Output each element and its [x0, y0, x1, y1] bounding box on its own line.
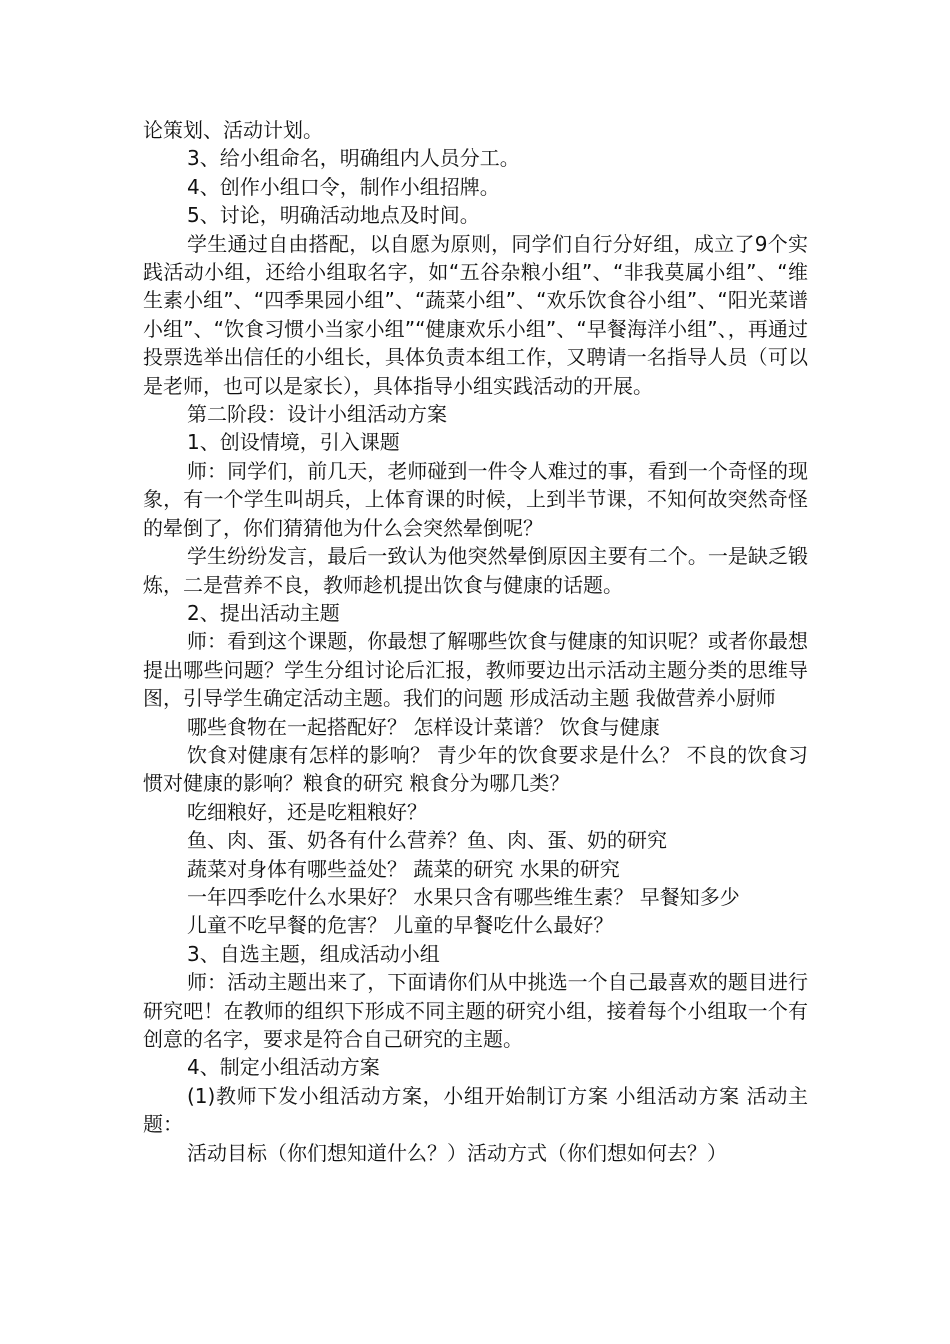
topic-line: 饮食对健康有怎样的影响？ 青少年的饮食要求是什么？ 不良的饮食习惯对健康的影响？粮食的研究 粮食分为哪几类？ — [143, 742, 808, 796]
list-item-step-4: 4、创作小组口令，制作小组招牌。 — [187, 174, 500, 199]
paragraph-plan-handout: (1)教师下发小组活动方案，小组开始制订方案 小组活动方案 活动主题： — [143, 1083, 808, 1137]
subheading-step-1: 1、创设情境，引入课题 — [187, 430, 400, 455]
document-body — [143, 116, 808, 1167]
paragraph-teacher-instruction: 师：活动主题出来了，下面请你们从中挑选一个自己最喜欢的题目进行研究吧！在教师的组织下形成不同主题的研究小组，接着每个小组取一个有创意的名字，要求是符合自己研究的主题。 — [143, 970, 808, 1051]
paragraph-continuation: 论策划、活动计划。 — [143, 118, 323, 142]
subheading-step-2: 2、提出活动主题 — [187, 600, 340, 625]
paragraph-teacher-question: 师：看到这个课题，你最想了解哪些饮食与健康的知识呢？或者你最想提出哪些问题？学生分组讨论后汇报，教师要边出示活动主题分类的思维导图，引导学生确定活动主题。我们的问题 形成活动主题 我做营养小厨师 — [143, 629, 808, 711]
list-item-step-5: 5、讨论，明确活动地点及时间。 — [187, 203, 480, 228]
topic-line: 一年四季吃什么水果好？ 水果只含有哪些维生素？ 早餐知多少 — [187, 884, 740, 909]
topic-line: 儿童不吃早餐的危害？ 儿童的早餐吃什么最好？ — [187, 913, 614, 938]
subheading-step-3: 3、自选主题，组成活动小组 — [187, 941, 440, 966]
topic-line: 蔬菜对身体有哪些益处？ 蔬菜的研究 水果的研究 — [187, 856, 620, 881]
paragraph-group-formation: 学生通过自由搭配，以自愿为原则，同学们自行分好组，成立了9个实践活动小组，还给小组取名字，如“五谷杂粮小组”、“非我莫属小组”、“维生素小组”、“四季果园小组”、“蔬菜小组”、“欢乐饮食谷小组”、“阳光菜谱小组”、“饮食习惯小当家小组”“健康欢乐小组”、“早餐海洋小组”、，再通过投票选举出信任的小组长，具体负责本组工作，又聘请一名指导人员（可以是老师，也可以是家长），具体指导小组实践活动的开展。 — [143, 231, 808, 398]
section-heading-stage-two: 第二阶段：设计小组活动方案 — [187, 402, 447, 427]
topic-line: 吃细粮好，还是吃粗粮好？ — [187, 799, 427, 824]
topic-line: 鱼、肉、蛋、奶各有什么营养？鱼、肉、蛋、奶的研究 — [187, 828, 667, 853]
paragraph-teacher-story: 师：同学们，前几天，老师碰到一件令人难过的事，看到一个奇怪的现象，有一个学生叫胡兵，上体育课的时候，上到半节课，不知何故突然奇怪的晕倒了，你们猜猜他为什么会突然晕倒呢？ — [143, 458, 808, 540]
topic-line: 哪些食物在一起搭配好？ 怎样设计菜谱？ 饮食与健康 — [187, 714, 660, 739]
paragraph-plan-fields: 活动目标（你们想知道什么？）活动方式（你们想如何去？） — [187, 1140, 727, 1165]
paragraph-student-discussion: 学生纷纷发言，最后一致认为他突然晕倒原因主要有二个。一是缺乏锻炼，二是营养不良，教师趁机提出饮食与健康的话题。 — [143, 544, 808, 597]
list-item-step-3: 3、给小组命名，明确组内人员分工。 — [187, 146, 520, 171]
subheading-step-4: 4、制定小组活动方案 — [187, 1055, 380, 1080]
